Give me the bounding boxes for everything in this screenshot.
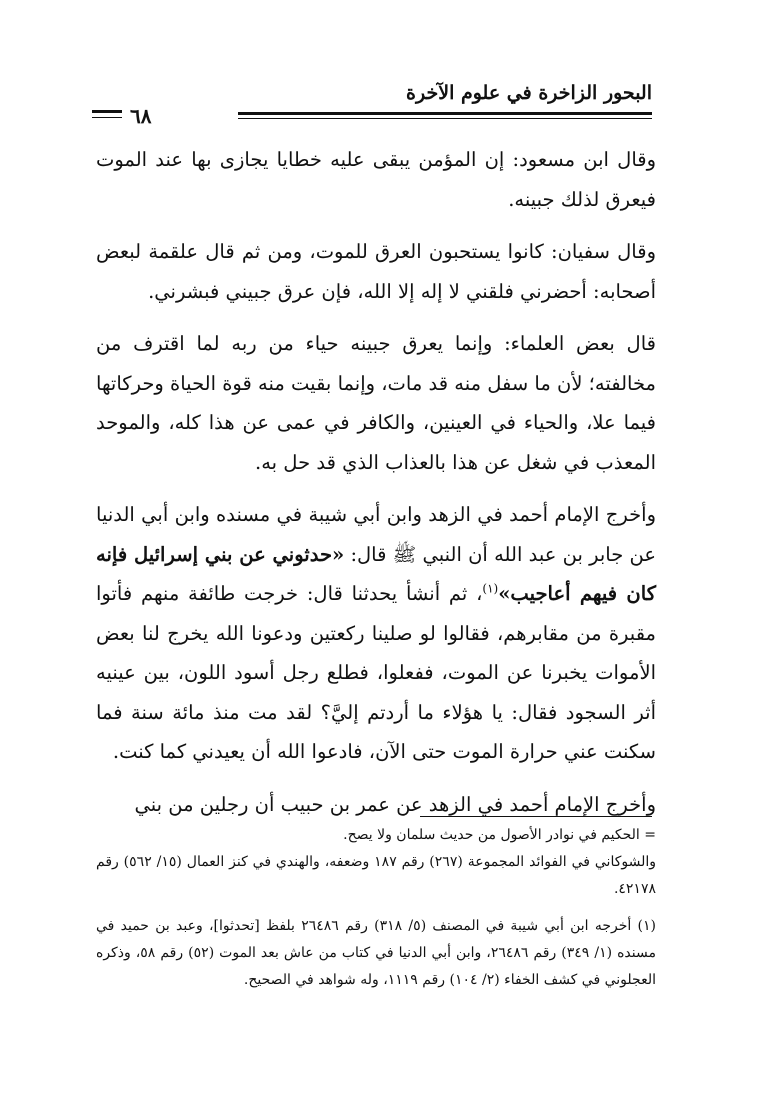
footnotes: [96, 822, 656, 994]
paragraph-scholars: قال بعض العلماء: وإنما يعرق جبينه حياء من ربه لما اقترف من مخالفته؛ لأن ما سفل منه قد مات، وإنما بقيت منه قوة الحياة وحركاتها فيما علا، والحياء في العينين، والكافر في عمى عن هذا كله، والموحد المعذب في شغل عن هذا بالعذاب الذي قد حل به.: [96, 332, 656, 474]
book-title: البحور الزاخرة في علوم الآخرة: [406, 82, 652, 104]
header-rule-thin: [238, 118, 652, 119]
paragraph-jabir-story: ، ثم أنشأ يحدثنا قال: خرجت طائفة منهم فأتوا مقبرة من مقابرهم، فقالوا لو صلينا ركعتين ودعونا الله يخرج لنا بعض الأموات يخبرنا عن الموت، ففعلوا، فطلع رجل أسود اللون، بين عينيه أثر السجود فقال: يا هؤلاء ما أردتم إليَّ؟ لقد مت منذ مائة سنة فما سكنت عني حرارة الموت حتى الآن، فادعوا الله أن يعيدني كما كنت.: [96, 582, 656, 763]
footnote-1: (١) أخرجه ابن أبي شيبة في المصنف (٥/ ٣١٨) رقم ٢٦٤٨٦ بلفظ [تحدثوا]، وعبد بن حميد في مسنده (١/ ٣٤٩) رقم ٢٦٤٨٦، وابن أبي الدنيا في كتاب من عاش بعد الموت (٥٢) رقم ٥٨، وذكره العجلوني في كشف الخفاء (٢/ ١٠٤) رقم ١١١٩، وله شواهد في الصحيح.: [96, 918, 656, 988]
footnote-ref-1[interactable]: (١): [482, 581, 499, 596]
page-number-rule-thin: [92, 117, 122, 118]
paragraph-umar-bin-habib: وأخرج الإمام أحمد في الزهد عن عمر بن حبيب أن رجلين من بني: [134, 792, 656, 816]
footnote-continuation-1: = الحكيم في نوادر الأصول من حديث سلمان ولا يصح.: [343, 827, 656, 843]
running-header: [92, 78, 652, 128]
footnote-continuation-2: والشوكاني في الفوائد المجموعة (٢٦٧) رقم ١٨٧ وضعفه، والهندي في كنز العمال (١٥/ ٥٦٢) رقم ٤٢١٧٨.: [96, 854, 657, 897]
paragraph-ibn-masud: وقال ابن مسعود: إن المؤمن يبقى عليه خطايا يجازى بها عند الموت فيعرق لذلك جبينه.: [96, 148, 656, 211]
main-text: [96, 140, 656, 837]
header-rule-thick: [238, 112, 652, 115]
paragraph-sufyan: وقال سفيان: كانوا يستحبون العرق للموت، ومن ثم قال علقمة لبعض أصحابه: أحضرني فلقني لا إله إلا الله، فإن عرق جبيني فبشرني.: [96, 240, 656, 303]
paragraph-jabir-intro: وأخرج الإمام أحمد في الزهد وابن أبي شيبة في مسنده وابن أبي الدنيا عن جابر بن عبد الله أن النبي ﷺ قال:: [96, 503, 657, 566]
paragraph-jabir-hadith: [96, 495, 656, 772]
hadith-quote: «حدثوني عن بني إسرائيل فإنه كان فيهم أعاجيب»: [96, 542, 656, 605]
footnote-separator: [420, 816, 652, 817]
page-number-rule-thick: [92, 110, 122, 113]
page-number: ٦٨: [130, 104, 152, 128]
